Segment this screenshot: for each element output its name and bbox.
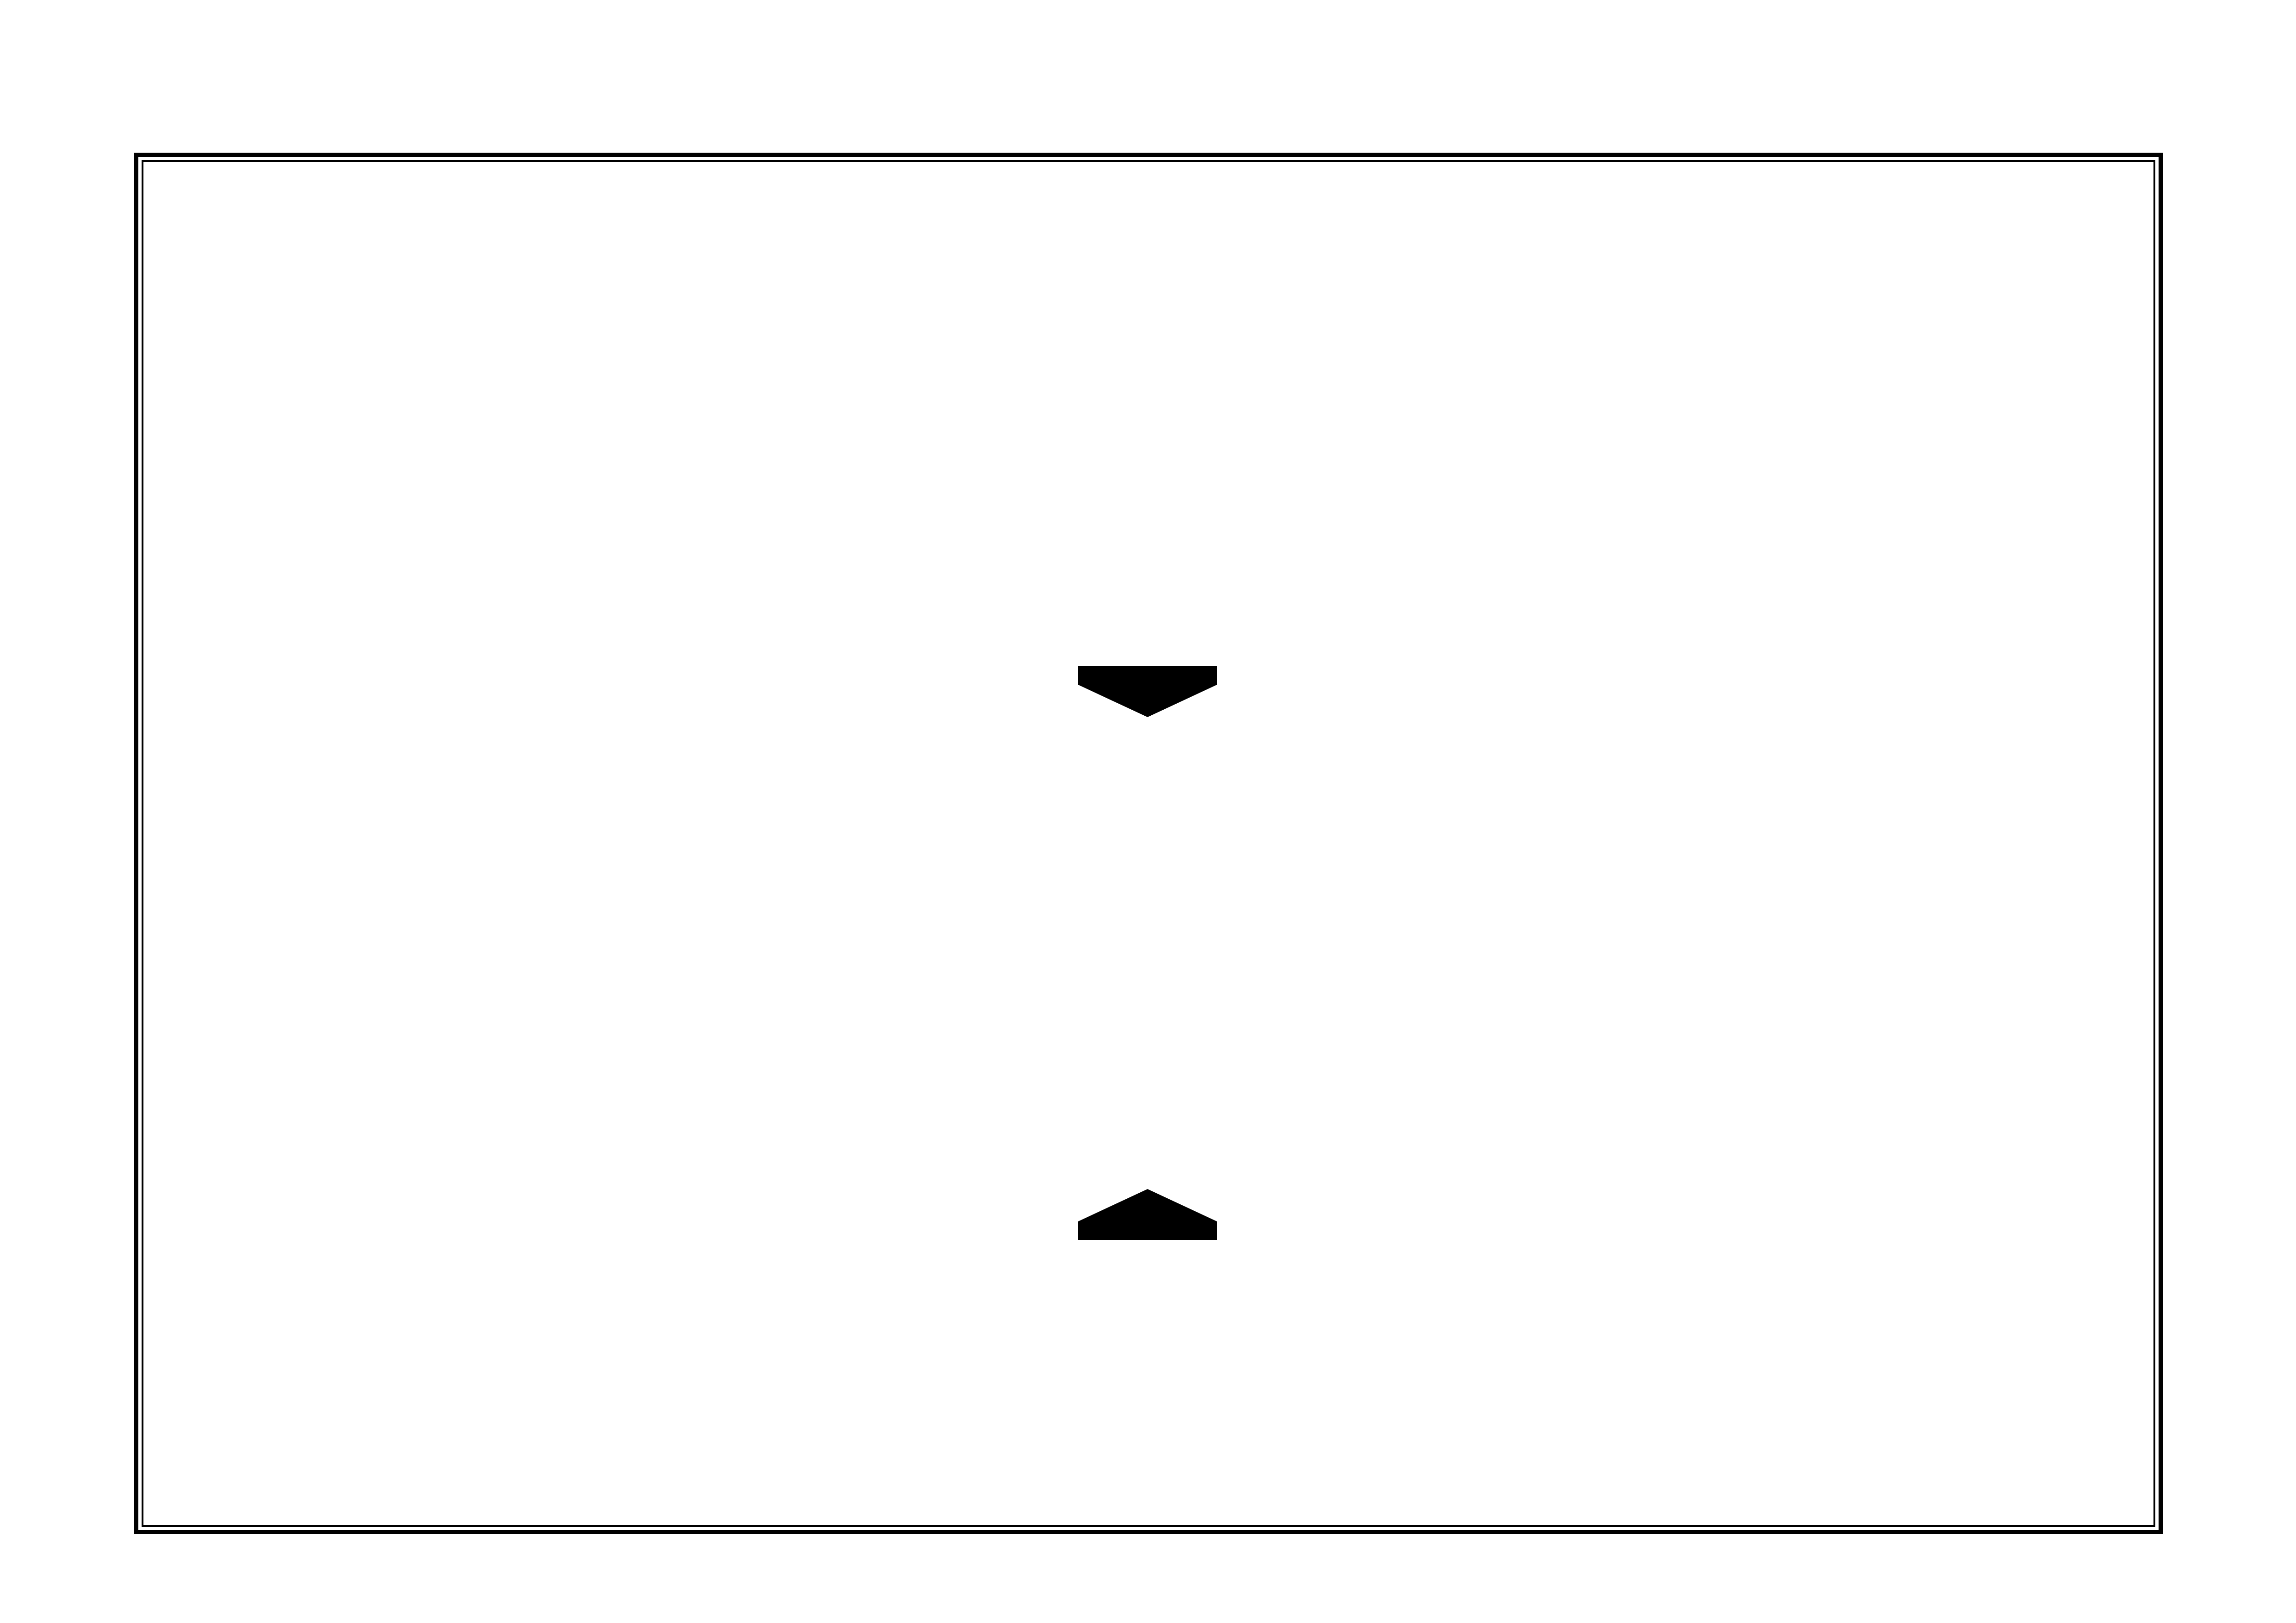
title-ribbon <box>1078 666 1217 1240</box>
hall-name <box>1078 1240 1217 1527</box>
book-title <box>1078 162 1217 666</box>
section-title <box>2041 481 2152 1268</box>
